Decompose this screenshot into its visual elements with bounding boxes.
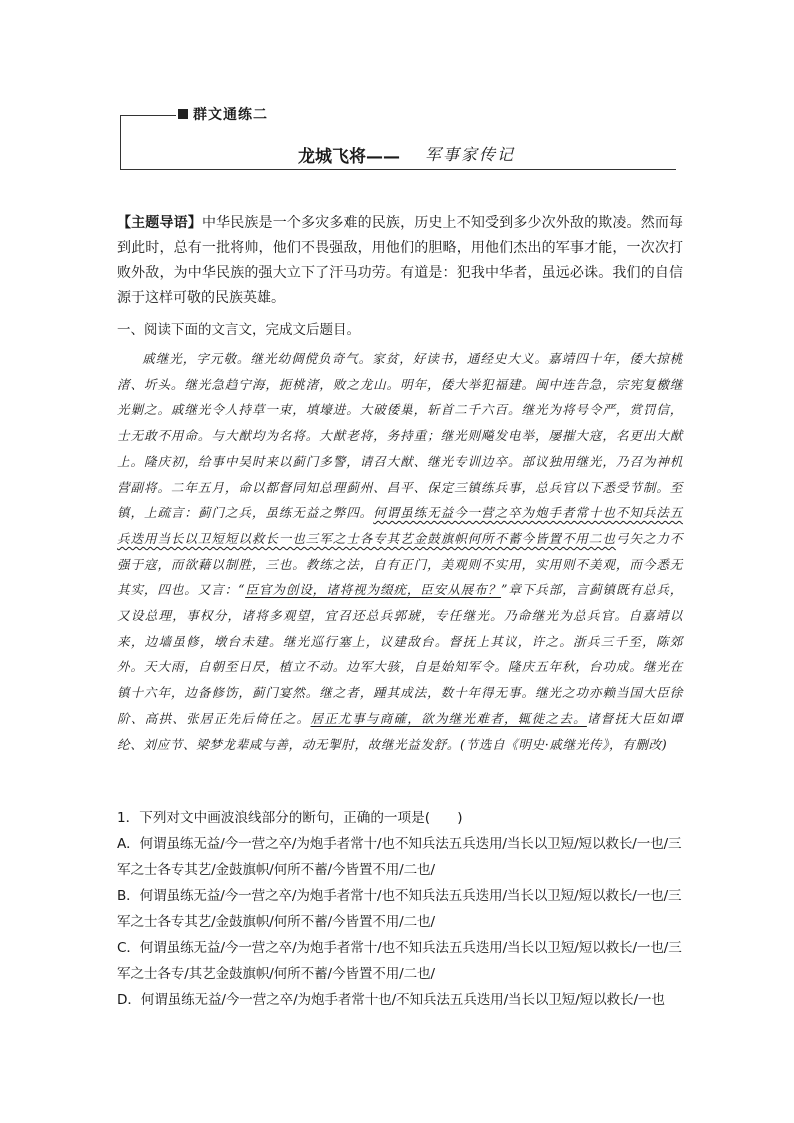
header-frame-top-line xyxy=(120,115,176,116)
passage-part-1: 戚继光，字元敬。继光幼倜傥负奇气。家贫，好读书，通经史大义。嘉靖四十年，倭大掠桃渚、圻头。继光急趋宁海，扼桃渚，败之龙山。明年，倭大举犯福建。闽中连告急，宗宪复檄继光剿之。戚继光令人持草一束，填壕进。大破倭巢，斩首二千六百。继光为将号令严，赏罚信，士无敢不用命。与大猷均为名将。大猷老将，务持重；继光则飚发电举，屡摧大寇，名更出大猷上。隆庆初，给事中吴时来以蓟门多警，请召大猷、继光专训边卒。部议独用继光，乃召为神机营副将。二年五月，命以都督同知总理蓟州、昌平、保定三镇练兵事，总兵官以下悉受节制。至镇，上疏言：蓟门之兵，虽练无益之弊四。 xyxy=(117,351,683,521)
page-title-sub: 军事家传记 xyxy=(425,145,516,164)
header-frame-bottom-line xyxy=(120,169,676,170)
passage-wavy-underlined-text: 何谓虽练无益今一营之卒为炮手者常十也不知兵法五兵迭用当长以卫短短以救长一也三军之士各专其艺金鼓旗帜何所不蓄今皆置不用二也 xyxy=(117,505,683,546)
passage-paragraph xyxy=(117,346,683,757)
option-c: C．何谓虽练无益/今一营之卒/为炮手者常十/也不知兵法五兵迭用/当长以卫短/短以救长/一也/三军之士各专/其艺金鼓旗帜/何所不蓄/今皆置不用/二也/ xyxy=(117,940,682,982)
passage-underlined-sentence-2: 居正尤事与商確，欲为继光难者，辄徙之去。 xyxy=(310,710,587,726)
classical-passage xyxy=(117,346,683,757)
option-b: B．何谓虽练无益/今一营之卒/为炮手者常十/也不知兵法五兵迭用/当长以卫短/短以救长/一也/三军之士各专其艺/金鼓旗帜/何所不蓄/今皆置不用/二也/ xyxy=(117,888,682,930)
passage-part-2: 弓矢之力不强于寇，而欲藉以制胜，三也。教练之法，自有正门，美观则不实用，实用则不美观，而今悉无其实，四也。又言：“ xyxy=(117,530,684,598)
header-frame-left-line xyxy=(120,115,121,170)
option-d: D．何谓虽练无益/今一营之卒/为炮手者常十也/不知兵法五兵迭用/当长以卫短/短以救长/一也 xyxy=(117,992,665,1008)
question-stem: 1．下列对文中画波浪线部分的断句，正确的一项是( ) xyxy=(117,810,463,826)
passage-part-4: 诸督抚大臣如谭纶、刘应节、梁梦龙辈咸与善，动无掣肘，故继光益发舒。(节选自《明史·戚继光传》，有删改) xyxy=(117,710,684,752)
reading-instruction: 一、阅读下面的文言文，完成文后题目。 xyxy=(117,322,360,338)
page-title-main: 龙城飞将—— xyxy=(298,147,400,167)
section-marker-square-icon xyxy=(178,109,188,119)
question-1 xyxy=(117,805,683,1013)
theme-intro-tag: 【主题导语】 xyxy=(117,215,202,231)
option-a: A．何谓虽练无益/今一营之卒/为炮手者常十/也不知兵法五兵迭用/当长以卫短/短以救长/一也/三军之士各专其艺/金鼓旗帜/何所不蓄/今皆置不用/二也/ xyxy=(117,836,682,878)
section-label: 群文通练二 xyxy=(193,107,268,123)
theme-intro-text: 中华民族是一个多灾多难的民族，历史上不知受到多少次外敌的欺凌。然而每到此时，总有一批将帅，他们不畏强敌，用他们的胆略，用他们杰出的军事才能，一次次打败外敌，为中华民族的强大立下了汗马功劳。有道是：犯我中华者，虽远必诛。我们的自信源于这样可敬的民族英雄。 xyxy=(117,215,684,306)
passage-part-3: ”章下兵部，言蓟镇既有总兵，又设总理，事权分，诸将多观望，宜召还总兵郭琥，专任继光。乃命继光为总兵官。自嘉靖以来，边墙虽修，墩台未建。继光巡行塞上，议建敌台。督抚上其议，许之。浙兵三千至，陈郊外。天大雨，自朝至日昃，植立不动。边军大骇，自是始知军令。隆庆五年秋，台功成。继光在镇十六年，边备修饬，蓟门宴然。继之者，踵其成法，数十年得无事。继光之功亦赖当国大臣徐阶、高拱、张居正先后倚任之。 xyxy=(117,582,683,726)
theme-intro xyxy=(117,211,683,311)
passage-underlined-sentence-1: 臣官为创设，诸将视为缀疣，臣安从展布？ xyxy=(245,582,502,598)
